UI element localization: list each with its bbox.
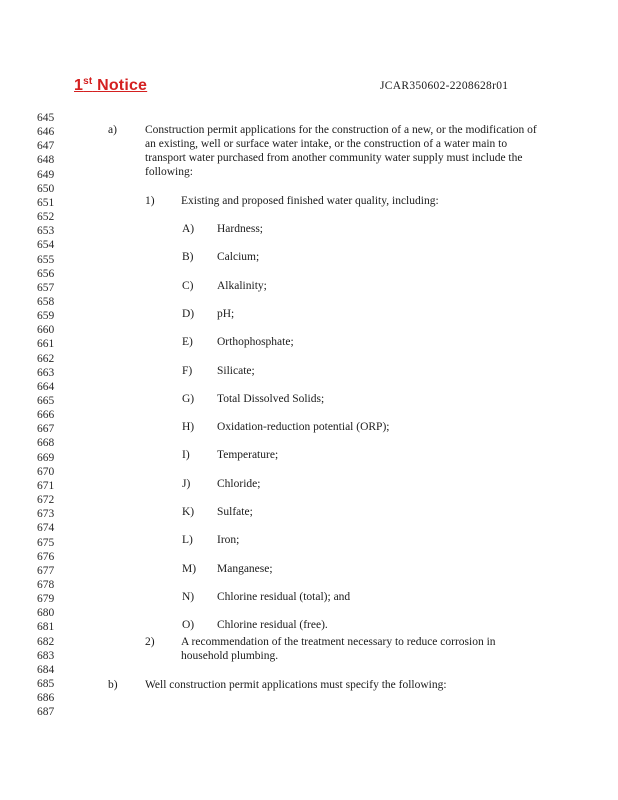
sub-item-text: Chloride; bbox=[217, 477, 261, 490]
line-number: 658 bbox=[37, 296, 55, 308]
line-number: 650 bbox=[37, 182, 55, 195]
item-2-text: A recommendation of the treatment necessary to reduce corrosion in household plumbing. bbox=[181, 636, 496, 662]
line-number: 684 bbox=[37, 663, 55, 676]
line-number: 648 bbox=[37, 154, 55, 167]
line-number: 652 bbox=[37, 211, 55, 224]
line-number: 671 bbox=[37, 479, 55, 492]
line-number: 646 bbox=[37, 126, 55, 139]
line-number: 647 bbox=[37, 140, 55, 153]
sub-item-label: G) bbox=[182, 392, 195, 405]
sub-item-text: Oxidation-reduction potential (ORP); bbox=[217, 421, 390, 434]
line-number: 661 bbox=[37, 338, 55, 351]
line-number: 666 bbox=[37, 409, 55, 422]
sub-item-label: H) bbox=[182, 421, 195, 434]
sub-item-label: L) bbox=[182, 534, 193, 547]
notice-number: 1 bbox=[74, 77, 84, 94]
sub-item-label: E) bbox=[182, 336, 193, 349]
line-number: 651 bbox=[37, 196, 55, 209]
line-number: 677 bbox=[37, 564, 55, 577]
line-number: 687 bbox=[37, 706, 55, 719]
line-number: 645 bbox=[37, 112, 55, 124]
section-a-label: a) bbox=[108, 124, 117, 136]
sub-item-label: B) bbox=[182, 251, 194, 264]
sub-item-label: F) bbox=[182, 364, 193, 377]
line-number: 672 bbox=[37, 494, 55, 507]
notice-suffix: st bbox=[83, 76, 93, 87]
sub-item-label: K) bbox=[182, 506, 195, 518]
line-number: 669 bbox=[37, 451, 55, 464]
sub-item-text: Chlorine residual (free). bbox=[217, 619, 328, 632]
sub-item-label: O) bbox=[182, 619, 195, 632]
line-number: 655 bbox=[37, 253, 55, 266]
line-number: 676 bbox=[37, 550, 55, 563]
line-number: 649 bbox=[37, 168, 55, 181]
sub-item-text: Temperature; bbox=[217, 449, 279, 462]
sub-item-text: Iron; bbox=[217, 534, 240, 547]
item-1-label: 1) bbox=[145, 195, 155, 207]
section-a-text: Construction permit applications for the construction of a new, or the modification of an existing, well or surface water intake, or the construction of a water main to transport water purchased from another community water supply must include the following: bbox=[145, 124, 537, 178]
line-number: 656 bbox=[37, 267, 55, 280]
line-number: 665 bbox=[37, 395, 55, 407]
line-number: 673 bbox=[37, 508, 55, 521]
sub-item-text: Total Dissolved Solids; bbox=[217, 392, 325, 405]
sub-item-text: Chlorine residual (total); and bbox=[217, 590, 351, 603]
item-2-label: 2) bbox=[145, 636, 155, 648]
sub-item-label: D) bbox=[182, 307, 195, 320]
line-number: 667 bbox=[37, 423, 55, 436]
line-number: 660 bbox=[37, 324, 55, 337]
sub-item-label: J) bbox=[182, 477, 191, 490]
line-number: 654 bbox=[37, 239, 55, 252]
line-number: 674 bbox=[37, 522, 55, 535]
line-number: 675 bbox=[37, 536, 55, 549]
line-number: 659 bbox=[37, 310, 55, 323]
sub-item-text: Manganese; bbox=[217, 562, 273, 575]
notice-word: Notice bbox=[97, 77, 148, 94]
line-number: 663 bbox=[37, 366, 55, 379]
sub-item-label: I) bbox=[182, 449, 190, 462]
line-number: 681 bbox=[37, 621, 55, 634]
line-number: 683 bbox=[37, 649, 55, 662]
sub-item-label: M) bbox=[182, 562, 197, 575]
line-number: 685 bbox=[37, 678, 55, 690]
sub-item-text: Alkalinity; bbox=[217, 279, 267, 292]
line-number: 668 bbox=[37, 437, 55, 450]
line-number: 653 bbox=[37, 225, 55, 238]
item-1-text: Existing and proposed finished water quality, including: bbox=[181, 195, 439, 207]
sub-item-text: pH; bbox=[217, 307, 235, 320]
sub-item-label: C) bbox=[182, 279, 194, 292]
line-number: 678 bbox=[37, 579, 55, 591]
sub-item-label: A) bbox=[182, 223, 195, 235]
line-number: 682 bbox=[37, 635, 55, 648]
line-number: 662 bbox=[37, 352, 55, 365]
sub-item-text: Orthophosphate; bbox=[217, 336, 294, 349]
line-number: 686 bbox=[37, 692, 55, 705]
line-number: 664 bbox=[37, 380, 55, 393]
sub-item-text: Hardness; bbox=[217, 223, 263, 235]
line-number: 657 bbox=[37, 281, 55, 294]
line-number: 679 bbox=[37, 593, 55, 606]
notice-heading bbox=[74, 76, 147, 95]
sub-item-text: Sulfate; bbox=[217, 506, 253, 518]
line-number: 680 bbox=[37, 607, 55, 620]
document-id: JCAR350602-2208628r01 bbox=[380, 80, 509, 92]
sub-item-text: Calcium; bbox=[217, 251, 260, 264]
sub-item-text: Silicate; bbox=[217, 364, 255, 377]
line-number: 670 bbox=[37, 465, 55, 478]
section-b-text: Well construction permit applications must specify the following: bbox=[145, 679, 447, 691]
section-b-label: b) bbox=[108, 679, 118, 691]
sub-item-label: N) bbox=[182, 590, 195, 603]
